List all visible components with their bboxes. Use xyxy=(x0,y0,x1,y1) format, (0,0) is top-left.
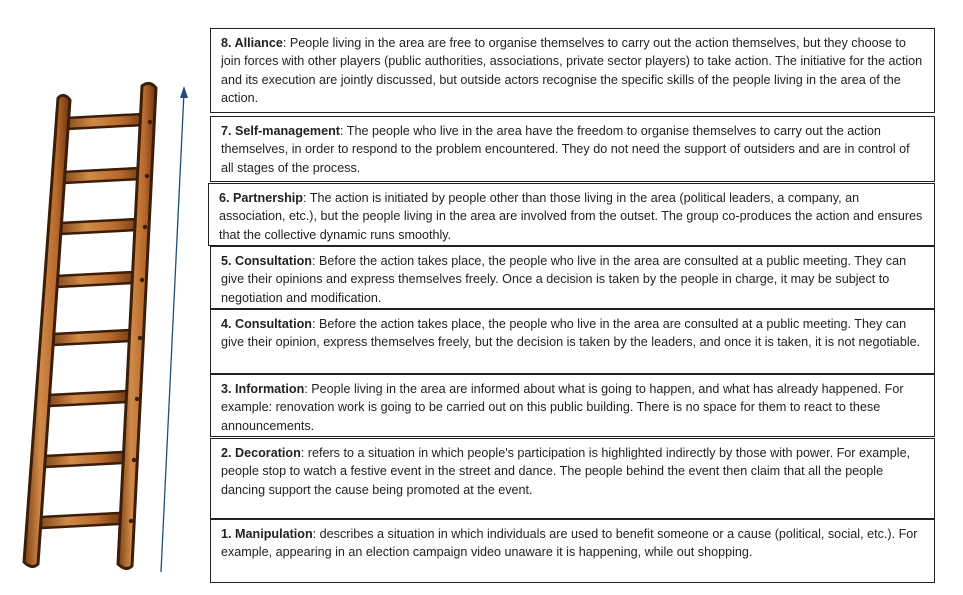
level-5-title: 5. Consultation xyxy=(221,254,312,268)
arrow-up-icon xyxy=(150,80,195,580)
level-4-box xyxy=(210,309,935,374)
level-2-text: : refers to a situation in which people's participation is highlighted indirectly by those with power. For example, people stop to watch a festive event in the street and dance. The people behind the event then claim that all the people dancing support the cause being promoted at the event. xyxy=(221,446,911,497)
level-7-box xyxy=(210,116,935,182)
level-8-title: 8. Alliance xyxy=(221,36,283,50)
level-8-text: : People living in the area are free to organise themselves to carry out the action themselves, but they choose to join forces with other players (public authorities, associations, private sector players) to take action. The initiative for the action and its execution are jointly discussed, but outside actors recognise the specific skills of the people living in the area of the action. xyxy=(221,36,923,106)
level-8-box xyxy=(210,28,935,113)
level-4-title: 4. Consultation xyxy=(221,317,312,331)
level-6-box xyxy=(208,183,935,246)
level-1-box xyxy=(210,519,935,583)
level-4-text: : Before the action takes place, the people who live in the area are consulted at a public meeting. They can give their opinion, express themselves freely, but the decision is taken by the leaders, and once it is taken, it is not negotiable. xyxy=(221,317,921,350)
level-3-text: : People living in the area are informed about what is going to happen, and what has already happened. For example: renovation work is going to be carried out on this public building. There is no space for them to react to these announcements. xyxy=(221,382,904,433)
level-7-title: 7. Self-management xyxy=(221,124,340,138)
level-3-box xyxy=(210,374,935,437)
level-5-box xyxy=(210,246,935,309)
ladder-icon xyxy=(14,78,164,578)
level-6-title: 6. Partnership xyxy=(219,191,303,205)
level-6-text: : The action is initiated by people other than those living in the area (political leaders, a company, an association, etc.), but the people living in the area are involved from the outset. The group co-produces the action and ensures that the collective dynamic runs smoothly. xyxy=(219,191,923,242)
level-1-title: 1. Manipulation xyxy=(221,527,313,541)
upward-arrow xyxy=(150,80,195,580)
level-7-text: : The people who live in the area have the freedom to organise themselves to carry out the action themselves, in order to respond to the problem encountered. They do not need the support of outsiders and are in control of all stages of the process. xyxy=(221,124,910,175)
level-3-title: 3. Information xyxy=(221,382,305,396)
level-2-box xyxy=(210,438,935,519)
level-1-text: : describes a situation in which individuals are used to benefit someone or a cause (political, social, etc.). For example, appearing in an election campaign video unaware it is happening, while out shopping. xyxy=(221,527,918,560)
level-5-text: : Before the action takes place, the people who live in the area are consulted at a public meeting. They can give their opinions and express themselves freely. Once a decision is taken by the people in charge, it may be subject to negotiation and modification. xyxy=(221,254,907,305)
ladder-illustration xyxy=(14,78,164,578)
level-2-title: 2. Decoration xyxy=(221,446,301,460)
